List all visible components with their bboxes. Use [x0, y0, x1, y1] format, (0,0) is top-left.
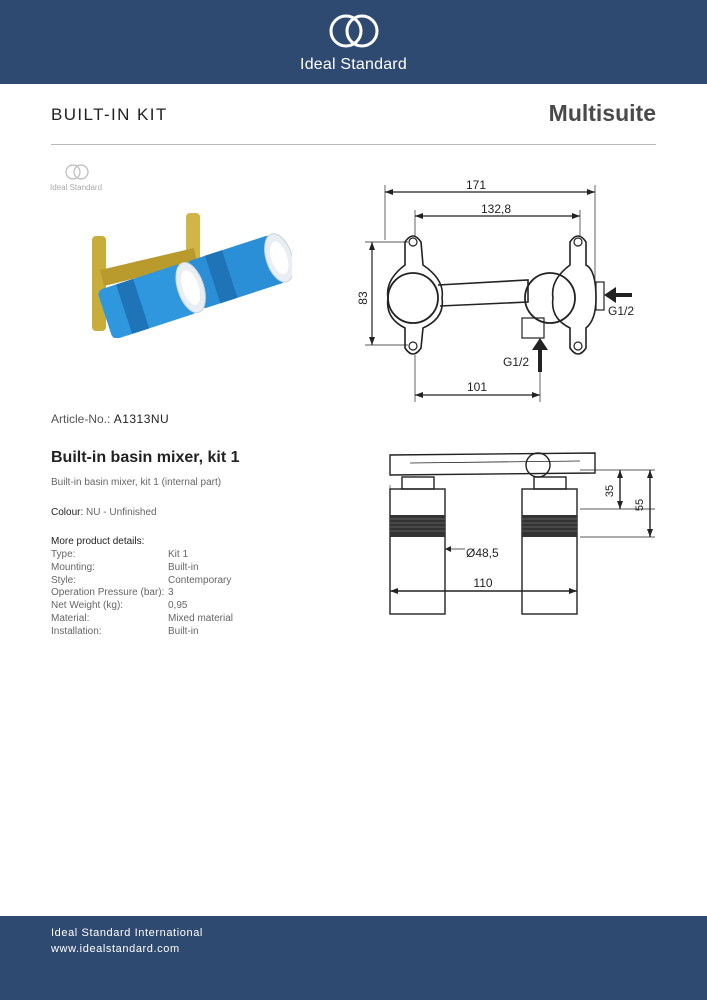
article-label: Article-No.: — [51, 412, 111, 426]
detail-row — [51, 575, 233, 588]
dim-35: 35 — [604, 484, 616, 498]
brand-name: Ideal Standard — [300, 56, 407, 73]
detail-value: Contemporary — [168, 574, 232, 586]
page-footer — [0, 916, 707, 1000]
detail-value: Mixed material — [168, 612, 234, 624]
dim-offset: 101 — [466, 380, 488, 394]
dim-spacing: 110 — [473, 576, 493, 590]
footer-website-link[interactable]: www.idealstandard.com — [51, 943, 180, 955]
article-value: A1313NU — [113, 412, 170, 426]
detail-value: Kit 1 — [168, 549, 189, 560]
detail-key: Mounting: — [51, 561, 95, 573]
small-logo-text: Ideal Standard — [50, 183, 103, 192]
colour-label: Colour: — [51, 507, 84, 518]
brand-logo-icon — [327, 12, 381, 50]
small-logo-rings-icon — [63, 163, 93, 181]
detail-value: 3 — [168, 587, 174, 599]
product-subtitle: Built-in basin mixer, kit 1 (internal part) — [51, 477, 222, 488]
article-number — [51, 412, 169, 426]
divider — [51, 144, 656, 145]
details-list — [51, 549, 233, 639]
inlet-bottom-label: G1/2 — [503, 355, 530, 369]
detail-key: Installation: — [51, 625, 102, 637]
detail-value: 0,95 — [168, 600, 188, 612]
inlet-side-label: G1/2 — [608, 304, 635, 318]
section-title: BUILT-IN KIT — [51, 105, 168, 124]
detail-row — [51, 549, 233, 562]
detail-row — [51, 613, 233, 626]
colour-value: NU - Unfinished — [86, 507, 157, 518]
small-brand-logo — [50, 163, 110, 195]
detail-key: Style: — [51, 574, 77, 586]
dim-total-width: 171 — [465, 178, 487, 192]
dim-inner-width: 132,8 — [480, 202, 512, 216]
footer-company: Ideal Standard International — [51, 927, 203, 939]
detail-key: Operation Pressure (bar): — [51, 587, 165, 599]
colour-info — [51, 507, 157, 518]
detail-key: Net Weight (kg): — [51, 600, 124, 612]
detail-row — [51, 600, 233, 613]
product-title: Built-in basin mixer, kit 1 — [51, 449, 240, 466]
page-header — [0, 0, 707, 84]
technical-drawing-top — [350, 170, 660, 410]
detail-value: Built-in — [168, 625, 199, 637]
dim-diameter: Ø48,5 — [466, 546, 499, 560]
detail-key: Type: — [51, 549, 76, 560]
details-title: More product details: — [51, 536, 145, 547]
detail-row — [51, 626, 233, 639]
dim-55: 55 — [634, 498, 646, 512]
detail-value: Built-in — [168, 561, 199, 573]
detail-key: Material: — [51, 612, 90, 624]
dim-height: 83 — [356, 291, 370, 305]
detail-row — [51, 562, 233, 575]
product-image — [82, 208, 292, 338]
series-name: Multisuite — [548, 100, 656, 126]
technical-drawing-side — [350, 445, 660, 620]
detail-row — [51, 587, 233, 600]
